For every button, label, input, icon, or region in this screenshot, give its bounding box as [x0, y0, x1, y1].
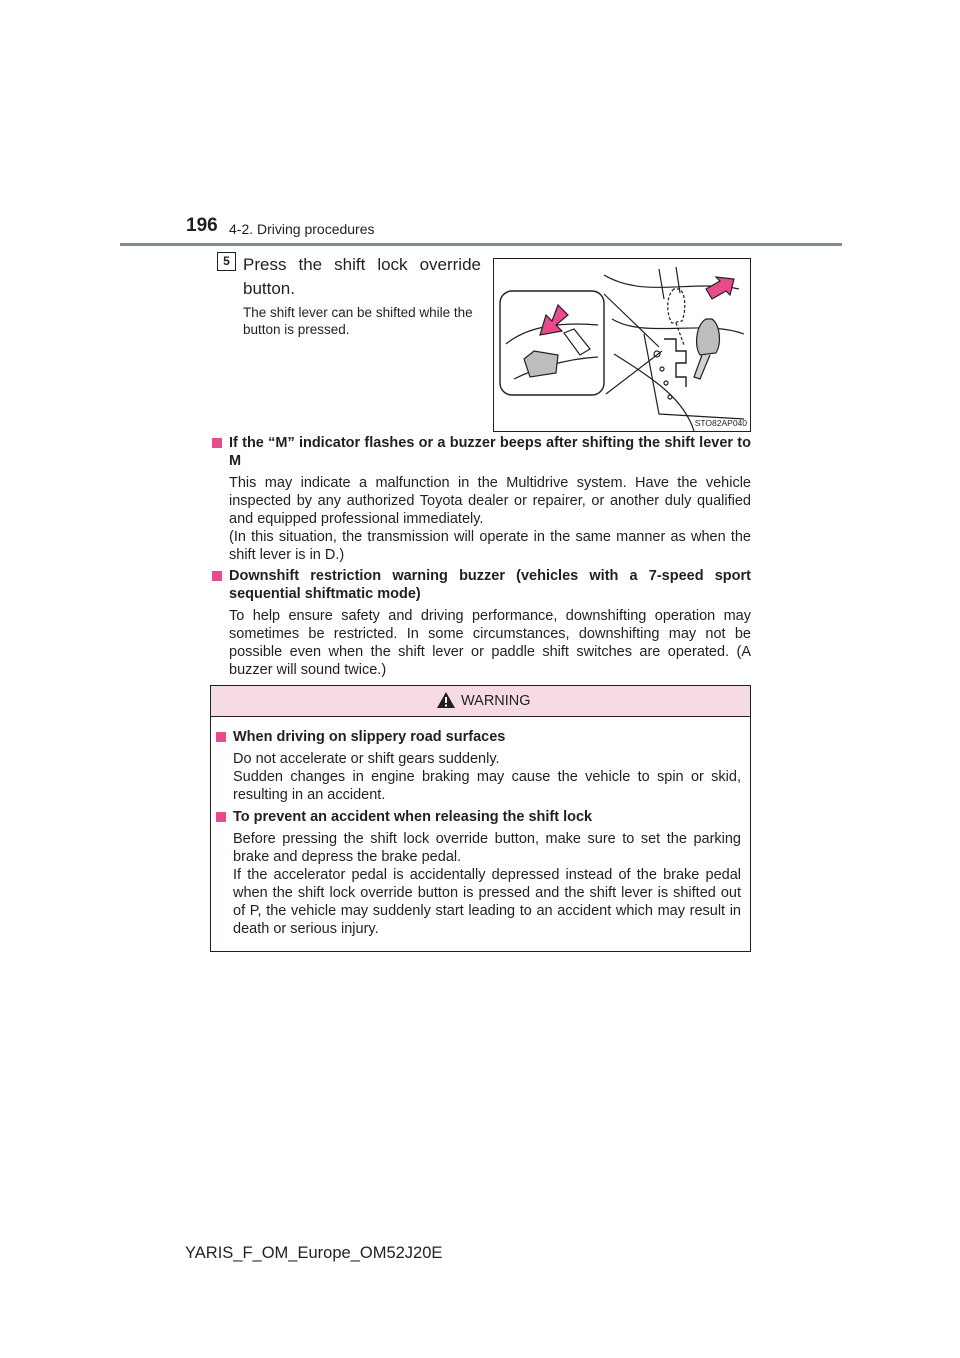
step-number-badge: 5	[217, 252, 236, 271]
bullet-square-icon	[212, 438, 222, 448]
warning-item-title	[215, 728, 741, 746]
warning-line: Do not accelerate or shift gears suddenly.	[233, 751, 500, 767]
note-title	[211, 434, 751, 470]
figure-code: STO82AP040	[694, 418, 747, 428]
warning-line: Sudden changes in engine braking may cause the vehicle to spin or skid, resulting in an accident.	[233, 769, 741, 803]
warning-line: Before pressing the shift lock override button, make sure to set the parking brake and depress the brake pedal.	[233, 831, 741, 865]
note-line: (In this situation, the transmission will operate in the same manner as when the shift lever is in D.)	[229, 529, 751, 563]
warning-triangle-icon	[436, 691, 456, 709]
warning-item-shift-lock	[215, 808, 741, 938]
warning-label: WARNING	[461, 693, 531, 709]
warning-line: If the accelerator pedal is accidentally depressed instead of the brake pedal when the shift lock override button is pressed and the shift lever is shifted out of P, the vehicle may suddenly start leading to an accident which may result in death or serious injury.	[233, 867, 741, 937]
section-title: 4-2. Driving procedures	[229, 221, 375, 237]
page-number: 196	[186, 215, 218, 236]
document-id: YARIS_F_OM_Europe_OM52J20E	[185, 1244, 443, 1262]
bullet-square-icon	[216, 732, 226, 742]
bullet-square-icon	[212, 571, 222, 581]
note-downshift-buzzer	[211, 567, 751, 679]
note-body	[211, 474, 751, 564]
bullet-square-icon	[216, 812, 226, 822]
step-detail: The shift lever can be shifted while the button is pressed.	[243, 305, 473, 337]
header-rule	[120, 243, 842, 246]
warning-header	[211, 686, 750, 717]
note-title-text: Downshift restriction warning buzzer (vehicles with a 7-speed sport sequential shiftmatic mode)	[229, 568, 751, 602]
warning-item-title-text: When driving on slippery road surfaces	[233, 729, 506, 745]
warning-item-body	[215, 830, 741, 938]
warning-item-title-text: To prevent an accident when releasing the shift lock	[233, 809, 593, 825]
step-instruction: Press the shift lock override button.	[243, 255, 481, 298]
note-title-text: If the “M” indicator flashes or a buzzer beeps after shifting the shift lever to M	[229, 435, 751, 469]
warning-box	[210, 685, 751, 952]
note-body	[211, 607, 751, 679]
shift-lock-illustration	[493, 258, 751, 432]
note-line: To help ensure safety and driving performance, downshifting operation may sometimes be restricted. In some circumstances, downshifting may not be possible even when the shift lever or paddle shift switches are operated. (A buzzer will sound twice.)	[229, 608, 751, 678]
warning-item-slippery	[215, 728, 741, 804]
note-line: This may indicate a malfunction in the Multidrive system. Have the vehicle inspected by any authorized Toyota dealer or repairer, or another duly qualified and equipped professional immediately.	[229, 475, 751, 527]
note-title	[211, 567, 751, 603]
warning-item-title	[215, 808, 741, 826]
warning-item-body	[215, 750, 741, 804]
note-m-indicator	[211, 434, 751, 564]
